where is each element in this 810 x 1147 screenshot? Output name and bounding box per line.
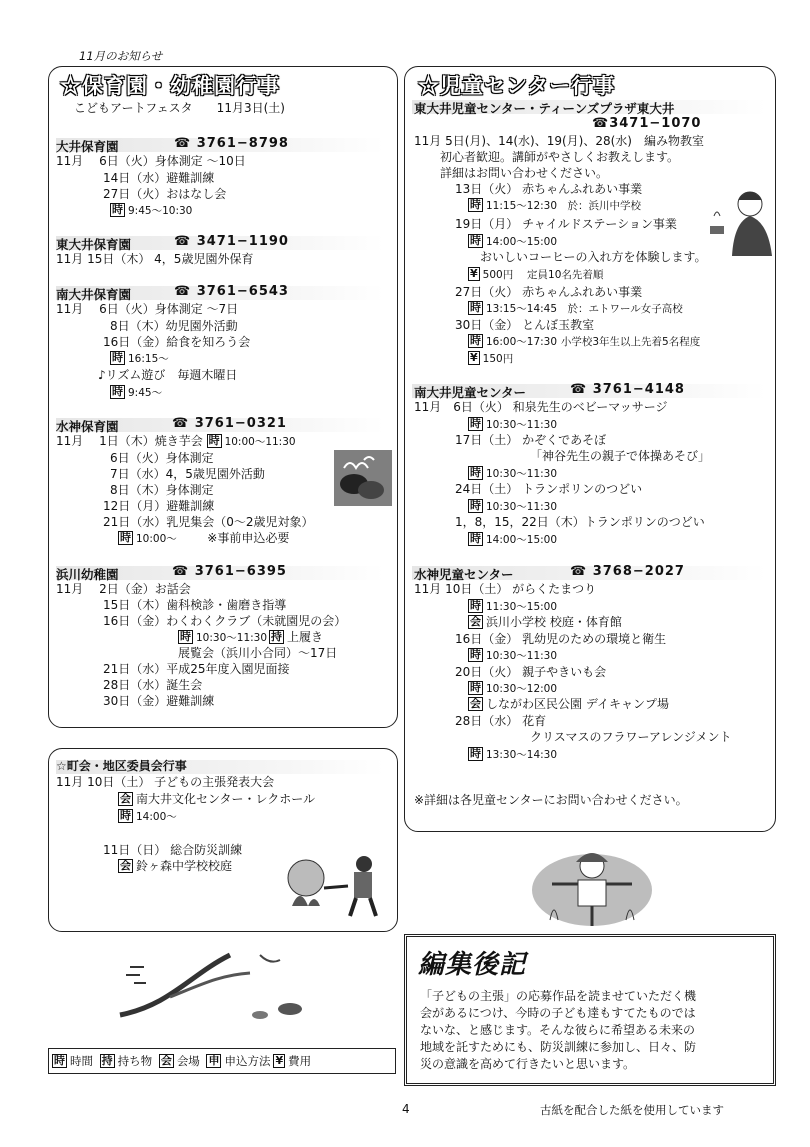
minamiooi-time: 時 9:45～: [112, 385, 163, 399]
afterword-line: 会があるにつけ、今時の子ども達もすてたものでは: [420, 1006, 696, 1020]
higashi-center-time: 時 14:00～15:00: [470, 234, 558, 248]
scarecrow-illustration: [530, 840, 654, 928]
legend-tag: ¥: [275, 1054, 284, 1067]
mizukami-line: 6日（火）身体測定: [110, 451, 214, 465]
minami-center-time: 時 10:30～11:30: [470, 499, 558, 513]
time-tag: 時: [112, 385, 123, 398]
minami-center-line: 17日（土） かぞくであそぼ: [455, 433, 607, 447]
mizukami-center-line: 28日（水） 花育: [455, 714, 547, 728]
town-venue: 会 南大井文化センター・レクホール: [120, 792, 316, 806]
mizukami-time: 時 10:00～ ※事前申込必要: [120, 531, 290, 545]
mizukami-center-venue: 会 しながわ区民公園 デイキャンプ場: [470, 697, 669, 711]
roasted-potato-illustration: [334, 450, 392, 506]
time-tag: 時: [470, 334, 481, 347]
hamakawa-line: 21日（水）平成25年度入園児面接: [103, 662, 290, 676]
minamiooi-line: 16日（金）給食を知ろう会: [103, 335, 251, 349]
mizukami-nursery-name: 水神保育園: [56, 419, 119, 434]
higashi-center-fee: ¥ 500円 定員10名先着順: [470, 267, 604, 281]
hamakawa-line: 30日（金）避難訓練: [103, 694, 215, 708]
falling-leaves-illustration: [110, 945, 310, 1025]
mizukami-line: 7日（水）4，5歳児園外活動: [110, 467, 265, 481]
ooi-time: 時 9:45～10:30: [112, 203, 193, 217]
afterword-line: ないな、と感じます。そんな彼らに希望ある未来の: [420, 1023, 696, 1037]
page-header: 11月のお知らせ: [79, 49, 163, 63]
mizukami-center-line: 16日（金） 乳幼児のための環境と衛生: [455, 632, 667, 646]
page-number: 4: [402, 1102, 410, 1116]
town-time: 時 14:00～: [120, 809, 177, 823]
minamiooi-line: 11月 6日（火）身体測定 ～7日: [56, 302, 239, 316]
time-tag: 時: [470, 747, 481, 760]
mizukami-center-tel: ☎ 3768−2027: [570, 564, 685, 579]
minamiooi-center-tel: ☎ 3761−4148: [570, 382, 685, 397]
time-tag: 時: [120, 531, 131, 544]
ooi-line: 14日（水）避難訓練: [103, 171, 215, 185]
time-tag: 時: [470, 198, 481, 211]
ooi-nursery-name: 大井保育園: [56, 139, 119, 154]
hamakawa-kindergarten-tel: ☎ 3761−6395: [172, 564, 287, 579]
mizukami-center-venue: 会 浜川小学校 校庭・体育館: [470, 615, 622, 629]
higashi-center-line: 19日（月） チャイルドステーション事業: [455, 217, 677, 231]
afterword-line: 災の意識を高めて行きたいと思います。: [420, 1057, 636, 1071]
children-section-title: ☆児童センター行事: [418, 73, 616, 98]
mizukami-center-line: クリスマスのフラワーアレンジメント: [530, 730, 732, 744]
recycle-note: 古紙を配合した紙を使用しています: [540, 1103, 724, 1117]
higashi-center-time: 時 13:15～14:45 於：エトワール女子高校: [470, 301, 683, 315]
legend-label: 費用: [288, 1054, 312, 1068]
hamakawa-line: 15日（木）歯科検診・歯磨き指導: [103, 598, 287, 612]
legend-label: 時間: [70, 1054, 93, 1068]
minamiooi-line: 8日（木）幼児園外活動: [110, 319, 238, 333]
minami-center-line: 「神谷先生の親子で体操あそび」: [530, 449, 711, 463]
minamiooi-nursery-name: 南大井保育園: [56, 287, 132, 302]
venue-tag: 会: [470, 697, 481, 710]
mizukami-center-time: 時 13:30～14:30: [470, 747, 558, 761]
hamakawa-line: 28日（水）誕生会: [103, 678, 203, 692]
higashiooi-nursery-tel: ☎ 3471−1190: [174, 234, 289, 249]
higashiooi-center-name: 東大井児童センター・ティーンズプラザ東大井: [414, 101, 675, 116]
ooi-line: 11月 6日（火）身体測定 ～10日: [56, 154, 246, 168]
time-tag: 時: [470, 301, 481, 314]
time-tag: 時: [180, 630, 191, 643]
time-tag: 時: [120, 809, 131, 822]
higashi-center-line: 詳細はお問い合わせください。: [440, 166, 609, 180]
hamakawa-kindergarten-name: 浜川幼稚園: [56, 567, 119, 582]
hamakawa-line: 16日（金）わくわくクラブ（未就園児の会）: [103, 614, 347, 628]
time-tag: 時: [470, 648, 481, 661]
minamiooi-center-name: 南大井児童センター: [414, 385, 527, 400]
afterword-line: 「子どもの主張」の応募作品を読ませていただく機: [420, 989, 697, 1003]
time-tag: 時: [470, 681, 481, 694]
art-festa: こどもアートフェスタ 11月3日(土): [74, 101, 285, 115]
higashiooi-nursery-name: 東大井保育園: [56, 237, 132, 252]
higashi-center-line: 27日（火） 赤ちゃんふれあい事業: [455, 285, 643, 299]
hamakawa-line: 展覧会（浜川小合同）～17日: [178, 646, 338, 660]
legend-label: 会場: [176, 1054, 200, 1068]
higashi-center-line: 30日（金） とんぼ玉教室: [455, 318, 595, 332]
time-tag: 時: [208, 434, 220, 447]
town-venue: 会 鈴ヶ森中学校校庭: [120, 859, 233, 873]
nursery-section-title: ☆保育園・幼稚園行事: [60, 73, 280, 98]
minami-center-time: 時 10:30～11:30: [470, 466, 558, 480]
minamiooi-nursery-tel: ☎ 3761−6543: [174, 284, 289, 299]
fire-drill-illustration: [284, 848, 384, 920]
fee-tag: ¥: [470, 351, 478, 364]
higashiooi-center-tel: ☎3471−1070: [592, 116, 702, 131]
mizukami-line: 12日（月）避難訓練: [103, 499, 215, 513]
legend-tag: 時: [54, 1054, 65, 1067]
afterword-title: 編集後記: [418, 950, 527, 980]
ooi-line: 27日（火）おはなし会: [103, 187, 227, 201]
coffee-woman-illustration: [710, 186, 774, 258]
minami-center-line: 1，8，15，22日（木）トランポリンのつどい: [455, 515, 705, 529]
afterword-line: 地域を託すためにも、防災訓練に参加し、日々、防: [420, 1040, 697, 1054]
mizukami-center-line: 20日（火） 親子やきいも会: [455, 665, 607, 679]
mizukami-line: 11月 1日（木）焼き芋会 時 10:00～11:30: [56, 434, 296, 448]
higashi-center-fee: ¥ 150円: [470, 351, 514, 365]
venue-tag: 会: [470, 615, 481, 628]
higashi-center-time: 時 11:15～12:30 於：浜川中学校: [470, 198, 642, 212]
mizukami-center-time: 時 11:30～15:00: [470, 599, 558, 613]
minamiooi-time: 時 16:15～: [112, 351, 169, 365]
town-section-title: ☆町会・地区委員会行事: [56, 759, 187, 773]
time-tag: 時: [470, 532, 481, 545]
mizukami-nursery-tel: ☎ 3761−0321: [172, 416, 287, 431]
minami-center-line: 24日（土） トランポリンのつどい: [455, 482, 643, 496]
town-line: 11月 10日（土） 子どもの主張発表大会: [56, 775, 275, 789]
legend-label: 持ち物: [117, 1054, 153, 1068]
mizukami-line: 21日（水）乳児集会（0～2歳児対象）: [103, 515, 314, 529]
town-line: 11日（日） 総合防災訓練: [103, 843, 243, 857]
mizukami-center-time: 時 10:30～12:00: [470, 681, 558, 695]
time-tag: 時: [112, 203, 123, 216]
children-note: ※詳細は各児童センターにお問い合わせください。: [414, 793, 688, 807]
higashi-center-line: 13日（火） 赤ちゃんふれあい事業: [455, 182, 643, 196]
minami-center-time: 時 10:30～11:30: [470, 417, 558, 431]
venue-tag: 会: [120, 792, 131, 805]
legend-bar: [48, 1048, 396, 1074]
time-tag: 時: [112, 351, 123, 364]
hamakawa-time: 時 10:30～11:30 持 上履き: [180, 630, 324, 644]
time-tag: 時: [470, 417, 481, 430]
venue-tag: 会: [120, 859, 131, 872]
mizukami-line: 8日（木）身体測定: [110, 483, 214, 497]
minami-center-line: 11月 6日（火） 和泉先生のベビーマッサージ: [414, 400, 668, 414]
higashi-center-time: 時 16:00～17:30 小学校3年生以上先着5名程度: [470, 334, 701, 348]
fee-tag: ¥: [470, 267, 478, 280]
hamakawa-line: 11月 2日（金）お話会: [56, 582, 191, 596]
legend-tag: 会: [160, 1054, 172, 1067]
mizukami-center-time: 時 10:30～11:30: [470, 648, 558, 662]
time-tag: 時: [470, 499, 481, 512]
legend-tag: 持: [101, 1054, 113, 1067]
time-tag: 時: [470, 599, 481, 612]
mizukami-center-line: 11月 10日（土） がらくたまつり: [414, 582, 597, 596]
higashi-center-line: おいしいコーヒーの入れ方を体験します。: [480, 250, 707, 264]
minamiooi-line: ♪リズム遊び 毎週木曜日: [98, 368, 238, 382]
time-tag: 時: [470, 234, 481, 247]
higashi-center-line: 初心者歓迎。講師がやさしくお教えします。: [440, 150, 680, 164]
legend-tag: 申: [208, 1054, 220, 1067]
mizukami-center-name: 水神児童センター: [414, 567, 514, 582]
minami-center-time: 時 14:00～15:00: [470, 532, 558, 546]
higashi-center-line: 11月 5日(月)、14(水)、19(月)、28(水) 編み物教室: [414, 134, 704, 148]
item-tag: 持: [271, 630, 283, 643]
ooi-nursery-tel: ☎ 3761−8798: [174, 136, 289, 151]
higashiooi-line: 11月 15日（木） 4，5歳児園外保育: [56, 252, 254, 266]
time-tag: 時: [470, 466, 481, 479]
legend-label: 申込方法: [224, 1054, 271, 1068]
